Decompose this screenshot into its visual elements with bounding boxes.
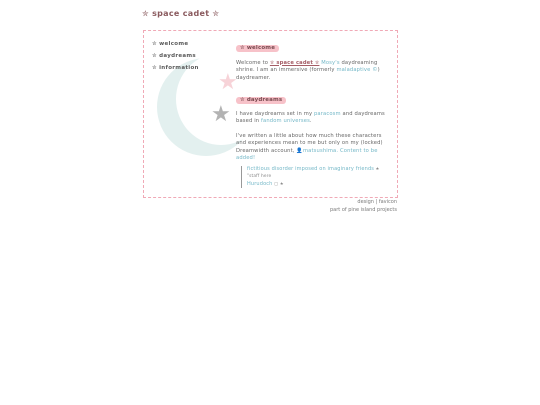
footer [330,199,397,214]
welcome-text-end: ) daydreamer. [236,67,380,81]
nav-item-welcome[interactable]: ✮ welcome [152,41,189,47]
site-title[interactable]: ✮ space cadet ✮ [142,9,220,18]
definition-quote [241,166,386,189]
welcome-text-mid: daydreaming shrine. I am an immersive (formerly [236,59,378,73]
fictitious-disorder-link[interactable]: fictitious disorder imposed on imaginary friends [247,165,375,172]
daydreams-text-1: I have daydreams set in my [236,110,314,117]
hurudoch-link[interactable]: Hurudoch [247,180,273,187]
main-content [236,45,386,188]
maladaptive-link[interactable]: maladaptive © [336,67,378,73]
quote-note: ★ "staff here [247,166,380,179]
welcome-heading: ✮ welcome [236,45,279,52]
sidebar-nav [152,40,199,76]
nav-item-information[interactable]: ✮ information [152,65,199,71]
paracosm-link[interactable]: paracosm [313,110,341,117]
daydreams-text-2: and daydreams based in [236,110,385,124]
dreamwidth-account-link[interactable]: 👤matsushima. Content to be added! [236,147,378,161]
quote-tail: ▢ ★ [272,181,284,187]
daydreams-paragraph-1 [236,111,386,126]
pine-island-link[interactable]: part of pine island projects [330,206,397,213]
welcome-text-start: Welcome to [236,59,270,66]
daydreams-paragraph-2 [236,133,386,163]
grey-star-icon: ★ [211,102,231,127]
daydreams-text-3: . [309,118,312,124]
daydreams-text-4: I've written a little about how much these characters and experiences mean to me but only on my (locked) Dreamwidth account, [236,132,383,154]
pink-star-icon: ★ [218,70,238,95]
welcome-paragraph [236,60,386,83]
space-cadet-badge[interactable]: ✮ space cadet ✮ [269,59,320,66]
nav-item-daydreams[interactable]: ✮ daydreams [152,53,196,59]
mosy-link[interactable]: Mosy's [319,59,340,66]
fandom-universes-link[interactable]: fandom universes [261,118,310,124]
design-favicon-links[interactable]: design | favicon [357,199,397,205]
daydreams-heading: ✮ daydreams [236,97,286,104]
